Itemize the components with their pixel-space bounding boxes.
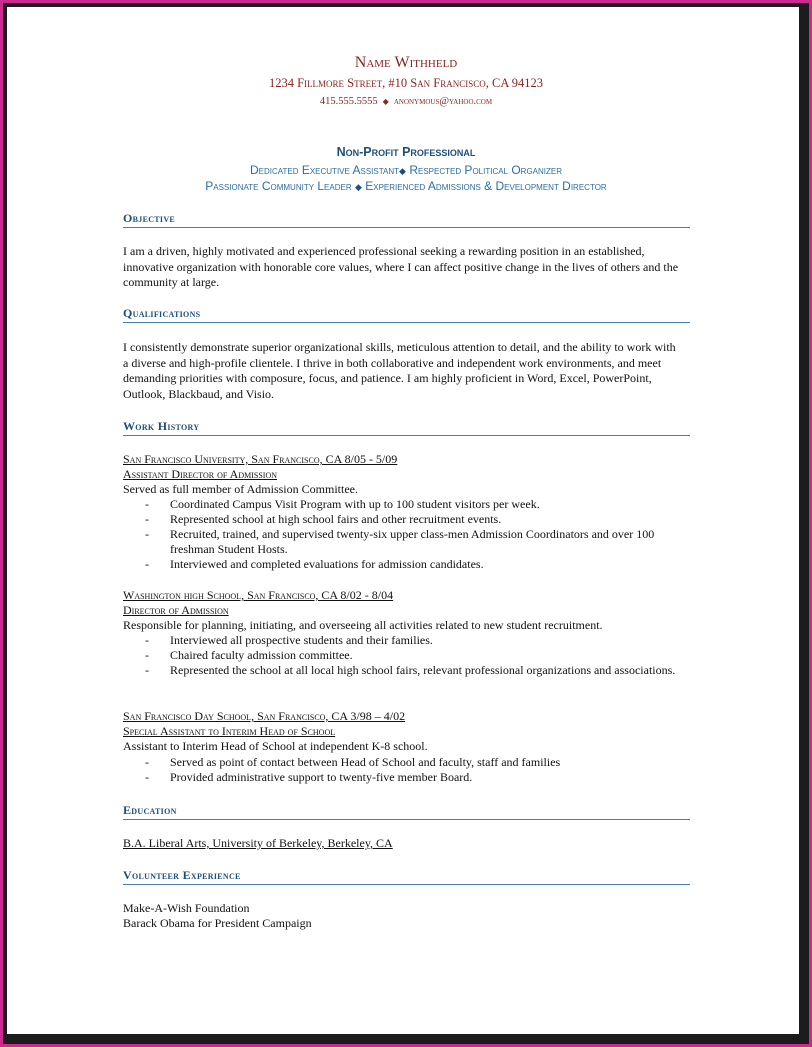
job-org: San Francisco University, San Francisco, CA 8/05 - 5/09 [123,452,398,466]
job-role: Assistant Director of Admission [123,467,278,481]
bullet-text: Interviewed all prospective students and their families. [170,633,433,647]
address: 1234 Fillmore Street, #10 San Francisco, CA 94123 [268,76,544,90]
contact-line [0,96,812,107]
bullet-dash: - [145,755,149,769]
objective-text: I am a driven, highly motivated and experienced professional seeking a rewarding position in an established, innovative organization with honorable core values, where I can affect positive change in the lives of others and the community at large. [123,244,679,289]
bullet-text: Served as point of contact between Head of School and faculty, staff and families [170,755,561,769]
tagline-1 [0,163,812,177]
professional-title: Non-Profit Professional [336,145,476,159]
diamond-icon: ◆ [354,182,362,192]
tagline-item: Respected Political Organizer [409,163,563,177]
bullet-text: Coordinated Campus Visit Program with up to 100 student visitors per week. [170,497,540,511]
tagline-item: Experienced Admissions & Development Director [365,179,607,193]
objective-heading: Objective [123,211,690,228]
job-summary: Responsible for planning, initiating, and overseeing all activities related to new student recruitment. [123,618,603,632]
bullet-dash: - [145,557,149,571]
education-heading: Education [123,803,690,820]
job-role: Director of Admission [123,603,229,617]
bullet-text: Interviewed and completed evaluations for admission candidates. [170,557,484,571]
diamond-icon: ◆ [399,166,406,176]
bullet-dash: - [145,512,149,526]
volunteer-heading: Volunteer Experience [123,868,690,885]
bullet-dash: - [145,497,149,511]
bullet-text: Represented school at high school fairs and other recruitment events. [170,512,502,526]
qualifications-text: I consistently demonstrate superior organizational skills, meticulous attention to detail, and the ability to work with a diverse and high-profile clientele. I thrive in both collaborative and independent work environments, and meet demanding priorities with composure, focus, and patience. I am highly proficient in Word, Excel, PowerPoint, Outlook, Blackbaud, and Visio. [123,340,676,401]
bullet-text: Represented the school at all local high school fairs, relevant professional organizations and associations. [170,663,676,677]
volunteer-item: Barack Obama for President Campaign [123,916,312,930]
bullet-dash: - [145,663,149,677]
bullet-text: Provided administrative support to twenty-five member Board. [170,770,473,784]
bullet-dash: - [145,648,149,662]
job-org: San Francisco Day School, San Francisco, CA 3/98 – 4/02 [123,709,406,723]
job-role: Special Assistant to Interim Head of School [123,724,336,738]
volunteer-item: Make-A-Wish Foundation [123,901,250,915]
degree: B.A. Liberal Arts, University of Berkeley, Berkeley, CA [123,836,393,850]
tagline-2 [0,179,812,193]
tagline-item: Dedicated Executive Assistant [249,163,400,177]
work-history-heading: Work History [123,419,690,436]
job-summary: Assistant to Interim Head of School at independent K-8 school. [123,739,428,753]
qualifications-heading: Qualifications [123,306,690,323]
bullet-dash: - [145,527,149,541]
job-org: Washington high School, San Francisco, CA 8/02 - 8/04 [123,588,394,602]
email: anonymous@yahoo.com [393,96,493,107]
bullet-dash: - [145,770,149,784]
bullet-dash: - [145,633,149,647]
bullet-text: Chaired faculty admission committee. [170,648,353,662]
tagline-item: Passionate Community Leader [205,179,352,193]
phone: 415.555.5555 [319,96,378,107]
candidate-name: Name Withheld [354,54,458,71]
job-summary: Served as full member of Admission Committee. [123,482,358,496]
diamond-icon: ◆ [382,97,389,106]
bullet-text: Recruited, trained, and supervised twenty-six upper class-men Admission Coordinators and over 100 freshman Student Hosts. [170,527,655,556]
